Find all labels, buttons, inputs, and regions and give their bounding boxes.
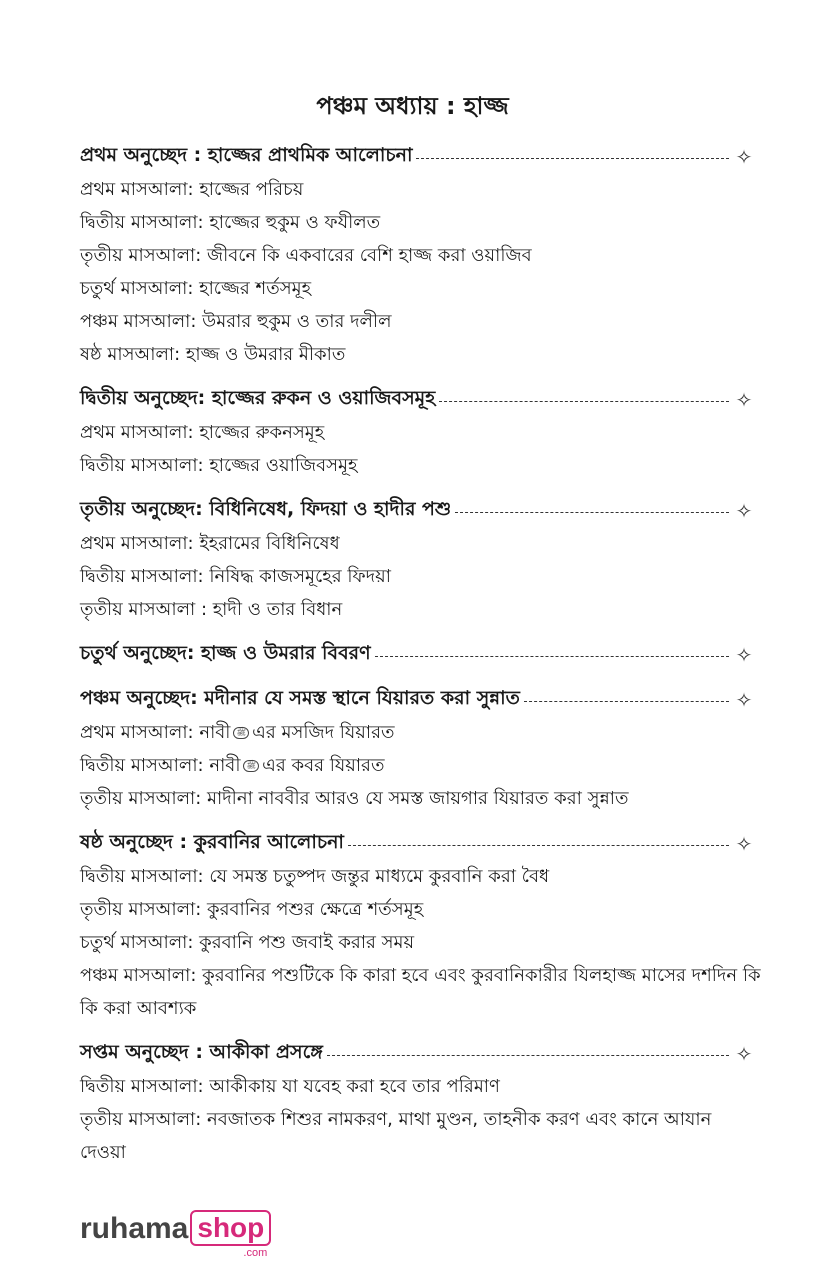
star-icon: ✧ [735, 687, 753, 712]
toc-item[interactable]: দ্বিতীয় মাসআলা: নিষিদ্ধ কাজসমূহের ফিদয়া [80, 566, 391, 587]
section-heading-row[interactable] [80, 494, 755, 527]
toc-section [80, 638, 755, 671]
toc-section [80, 683, 755, 815]
dotted-leader [439, 401, 729, 402]
logo-text-shop: shop [197, 1212, 265, 1243]
section-heading-row[interactable] [80, 1037, 755, 1070]
star-icon: ✧ [735, 144, 753, 169]
section-heading: প্রথম অনুচ্ছেদ : হাজ্জের প্রাথমিক আলোচনা [80, 143, 413, 166]
star-icon: ✧ [735, 831, 753, 856]
ruhamashop-logo [80, 1210, 271, 1259]
logo-shop-badge [190, 1210, 271, 1259]
toc-item[interactable]: দ্বিতীয় মাসআলা: যে সমস্ত চতুষ্পদ জন্তুর মাধ্যমে কুরবানি করা বৈধ [80, 866, 550, 887]
dotted-leader [327, 1055, 729, 1056]
logo-text-com: .com [243, 1247, 268, 1259]
toc-item[interactable] [80, 716, 755, 749]
section-heading-row[interactable] [80, 683, 755, 716]
logo-text-ruhama: ruhama [80, 1212, 189, 1245]
toc-item[interactable]: তৃতীয় মাসআলা: জীবনে কি একবারের বেশি হাজ্জ করা ওয়াজিব [80, 245, 532, 266]
toc-section [80, 383, 755, 482]
item-text: দ্বিতীয় মাসআলা: নাবী [80, 755, 241, 776]
star-icon: ✧ [735, 387, 753, 412]
section-heading-row[interactable] [80, 383, 755, 416]
toc-item[interactable]: তৃতীয় মাসআলা : হাদী ও তার বিধান [80, 599, 343, 620]
toc-section [80, 1037, 755, 1169]
section-heading: চতুর্থ অনুচ্ছেদ: হাজ্জ ও উমরার বিবরণ [80, 641, 371, 664]
toc-item[interactable]: পঞ্চম মাসআলা: উমরার হুকুম ও তার দলীল [80, 311, 392, 332]
dotted-leader [375, 656, 729, 657]
toc-item[interactable]: দ্বিতীয় মাসআলা: হাজ্জের হুকুম ও ফযীলত [80, 212, 381, 233]
toc-item[interactable]: প্রথম মাসআলা: ইহরামের বিধিনিষেধ [80, 533, 340, 554]
toc-item[interactable]: তৃতীয় মাসআলা: মাদীনা নাববীর আরও যে সমস্ত জায়গার যিয়ারত করা সুন্নাত [80, 788, 629, 809]
toc-section [80, 827, 761, 1025]
toc-item[interactable]: তৃতীয় মাসআলা: নবজাতক শিশুর নামকরণ, মাথা মুণ্ডন, তাহনীক করণ এবং কানে আযান দেওয়া [80, 1109, 712, 1163]
toc-item[interactable]: চতুর্থ মাসআলা: কুরবানি পশু জবাই করার সময় [80, 932, 415, 953]
dotted-leader [416, 158, 729, 159]
toc-item[interactable]: চতুর্থ মাসআলা: হাজ্জের শর্তসমূহ [80, 278, 312, 299]
section-heading-row[interactable] [80, 827, 755, 860]
honorific-calligraphy-icon: ﷺ [233, 727, 249, 739]
toc-item[interactable]: দ্বিতীয় মাসআলা: আকীকায় যা যবেহ করা হবে তার পরিমাণ [80, 1076, 500, 1097]
toc-item[interactable]: তৃতীয় মাসআলা: কুরবানির পশুর ক্ষেত্রে শর্তসমূহ [80, 899, 424, 920]
table-of-contents [80, 140, 761, 1181]
item-text: এর মসজিদ যিয়ারত [252, 722, 395, 743]
dotted-leader [524, 701, 729, 702]
dotted-leader [455, 512, 729, 513]
star-icon: ✧ [735, 642, 753, 667]
toc-item[interactable]: দ্বিতীয় মাসআলা: হাজ্জের ওয়াজিবসমূহ [80, 455, 358, 476]
item-text: এর কবর যিয়ারত [262, 755, 385, 776]
dotted-leader [348, 845, 729, 846]
toc-item[interactable]: প্রথম মাসআলা: হাজ্জের রুকনসমূহ [80, 422, 325, 443]
toc-item[interactable] [80, 749, 755, 782]
toc-section [80, 494, 755, 626]
toc-section [80, 140, 755, 371]
star-icon: ✧ [735, 498, 753, 523]
star-icon: ✧ [735, 1041, 753, 1066]
item-text: প্রথম মাসআলা: নাবী [80, 722, 231, 743]
section-heading: দ্বিতীয় অনুচ্ছেদ: হাজ্জের রুকন ও ওয়াজিবসমূহ [80, 386, 436, 409]
section-heading: সপ্তম অনুচ্ছেদ : আকীকা প্রসঙ্গে [80, 1040, 323, 1063]
section-heading: ষষ্ঠ অনুচ্ছেদ : কুরবানির আলোচনা [80, 830, 344, 853]
honorific-calligraphy-icon: ﷺ [243, 760, 259, 772]
chapter-title: পঞ্চম অধ্যায় : হাজ্জ [316, 92, 509, 120]
section-heading: পঞ্চম অনুচ্ছেদ: মদীনার যে সমস্ত স্থানে যিয়ারত করা সুন্নাত [80, 686, 520, 709]
toc-item[interactable]: পঞ্চম মাসআলা: কুরবানির পশুটিকে কি কারা হবে এবং কুরবানিকারীর যিলহাজ্জ মাসের দশদিন কি কি করা আবশ্যক [80, 965, 761, 1019]
toc-item[interactable]: ষষ্ঠ মাসআলা: হাজ্জ ও উমরার মীকাত [80, 344, 346, 365]
toc-item[interactable]: প্রথম মাসআলা: হাজ্জের পরিচয় [80, 179, 304, 200]
section-heading: তৃতীয় অনুচ্ছেদ: বিধিনিষেধ, ফিদয়া ও হাদীর পশু [80, 497, 452, 520]
section-heading-row[interactable] [80, 638, 755, 671]
section-heading-row[interactable] [80, 140, 755, 173]
